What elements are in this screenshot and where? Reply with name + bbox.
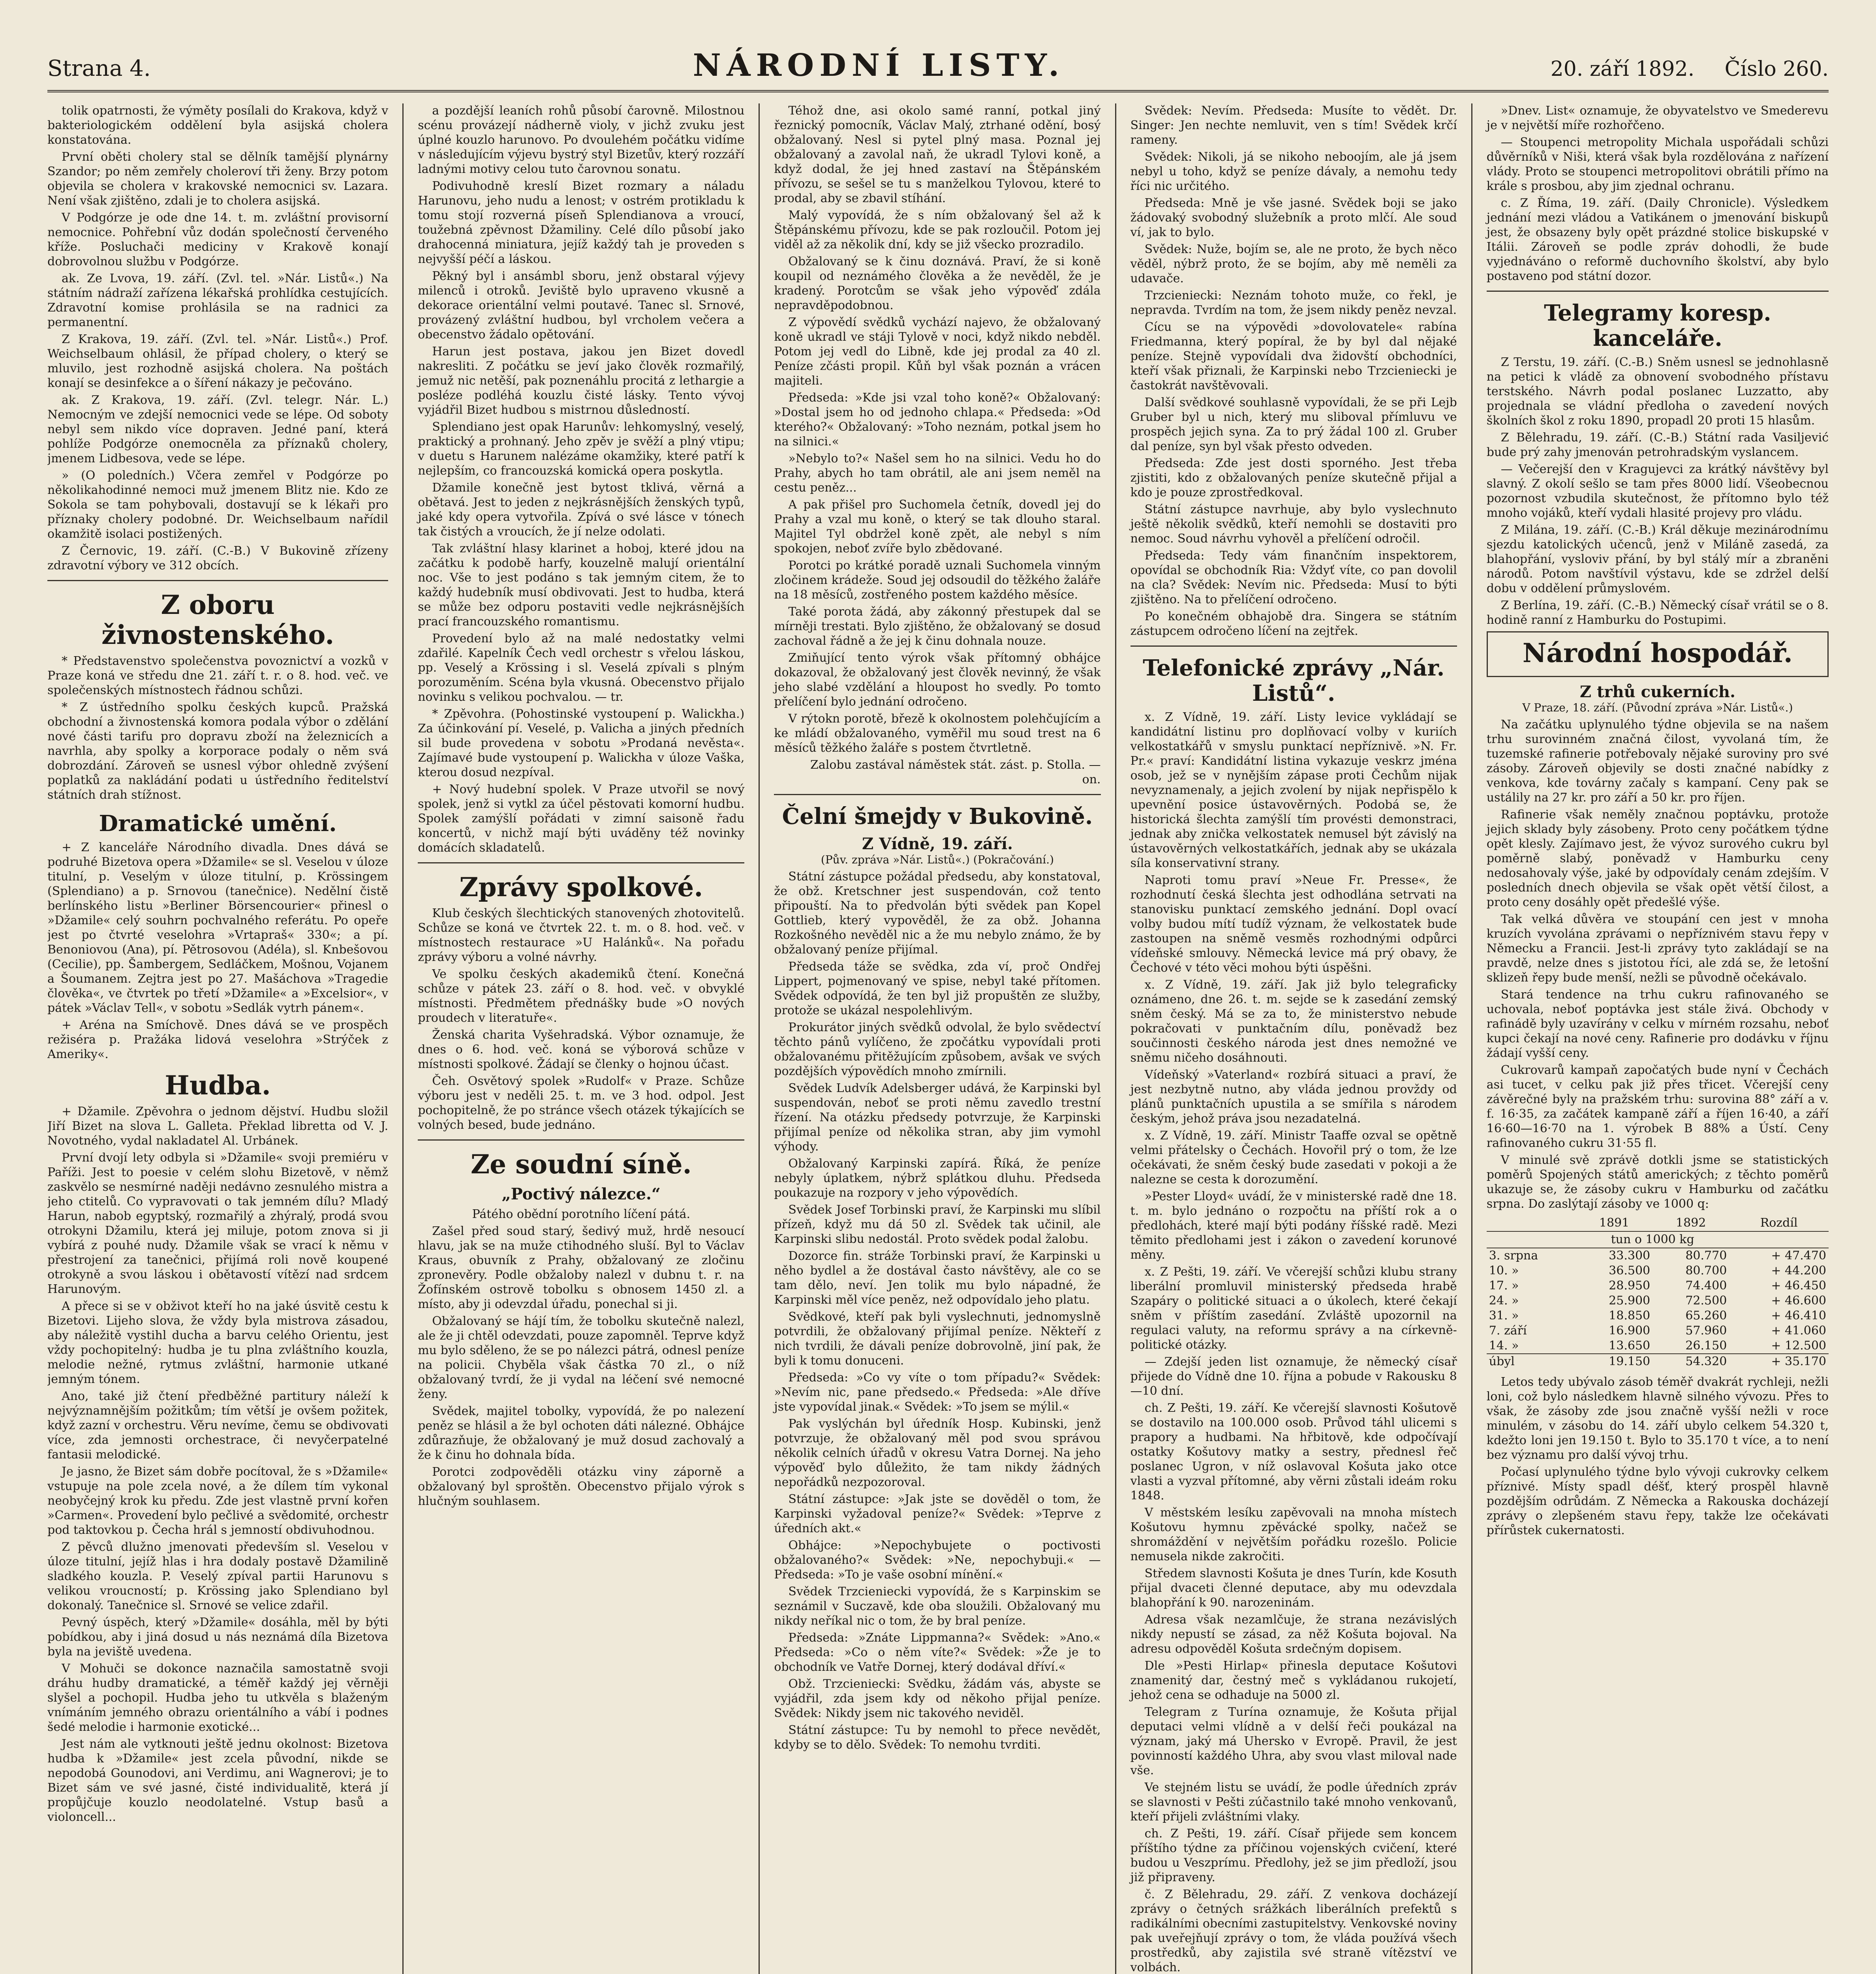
table-cell: 17. » xyxy=(1489,1279,1519,1293)
divider xyxy=(47,580,388,581)
columns xyxy=(47,103,1829,1974)
paragraph: Malý vypovídá, že s ním obžalovaný šel až k Štěpánskému přívozu, kde se pak rozloučil. Potom jej viděl až za několik dní, kdy se již všecko prozradilo. xyxy=(774,208,1101,251)
paragraph: Svědek: Nuže, bojím se, ale ne proto, že bych něco věděl, nýbrž proto, že se bojím, aby mě neměli za udavače. xyxy=(1130,242,1457,285)
paragraph: Džamile konečně jest bytost tklivá, věrná a obětavá. Jest to jeden z nejkrásnějších ženských typů, jaké kdy opera vytvořila. Zpívá o své lásce v tónech tak čistých a vroucích, že jí nelze odolati. xyxy=(418,481,745,539)
paragraph: Zmiňující tento výrok však přítomný obhájce dokazoval, že obžalovaný jest člověk nevinný, že však jeho slabé vzdělání a hloupost ho svedly. Po tomto přelíčení bylo jednání odročeno. xyxy=(774,651,1101,709)
section-box xyxy=(1487,631,1829,677)
paragraph: První oběti cholery stal se dělník tamější plynárny Szandor; po něm zemřely choleroví tři ženy. Brzy potom objevila se cholera v krakovské nemocnici sv. Lazara. Není však zjištěno, zdali je to cholera asijská. xyxy=(47,150,389,208)
paragraph: Pevný úspěch, který »Džamile« dosáhla, měl by býti pobídkou, aby i jiná dosud u nás neznámá díla Bizetova byla na jeviště uvedena. xyxy=(47,1616,389,1659)
newspaper-title: NÁRODNÍ LISTY. xyxy=(693,47,1065,83)
paragraph: Ve spolku českých akademiků čtení. Konečná schůze v pátek 23. září o 8. hod. več. v obvyklé místnosti. Předmětem přednášky bude »O nových proudech v literatuře«. xyxy=(418,967,745,1025)
masthead-meta xyxy=(1434,57,1829,81)
paragraph: — Zdejší jeden list oznamuje, že německý císař přijede do Vídně dne 10. října a pobude v Rakousku 8—10 dní. xyxy=(1130,1355,1457,1398)
paragraph: Dle »Pesti Hirlap« přinesla deputace Košutovi znamenitý dar, čestný meč s vykládanou rukojetí, jehož cena se odhaduje na 5000 zl. xyxy=(1130,1659,1457,1702)
divider xyxy=(418,862,744,863)
paragraph: Dozorce fin. stráže Torbinski praví, že Karpinski u něho bydlel a že dostával často návštěvy, ale co se tam dělo, neví. Jen tolik mu bylo nápadné, že Karpinski měl více peněz, než odpovídalo jeho platu. xyxy=(774,1249,1101,1307)
paragraph: Stará tendence na trhu cukru rafinovaného se uchovala, neboť poptávka jest stále živá. Obchody v rafinádě byly uzavírány v celku v mírném rozsahu, neboť kupci čekají na nové ceny. Rafinerie pro dodávku v říjnu žádají vyšší ceny. xyxy=(1486,988,1829,1060)
table-cell: 16.900 xyxy=(1609,1324,1651,1338)
dateline-text: Z Vídně, 19. září. xyxy=(862,835,1013,853)
paragraph: Pátého obědní porotního líčení pátá. xyxy=(472,1207,691,1221)
paragraph: Ženská charita Vyšehradská. Výbor oznamuje, že dnes o 6. hod. več. koná se výborová schůze v místnosti spolkové. Žádají se členky o hojnou účast. xyxy=(418,1028,745,1071)
paragraph: Svědek Josef Torbinski praví, že Karpinski mu slíbil přízeň, když mu dá 50 zl. Svědek tak učinil, ale Karpinski slibu nedostál. Proto svědek podal žalobu. xyxy=(774,1203,1101,1246)
table-cell: 33.300 xyxy=(1609,1249,1651,1263)
paragraph: A pak přišel pro Suchomela četník, dovedl jej do Prahy a vzal mu koně, o který se tak dlouho staral. Majitel Tyl obdržel koně zpět, ale nebyl s ním spokojen, neboť zvíře bylo zbědované. xyxy=(774,498,1101,555)
article-title: „Poctivý nálezce.“ xyxy=(501,1185,661,1203)
paragraph: Obžalovaný se k činu doznává. Praví, že si koně koupil od neznámého člověka a že nevěděl, že je kradený. Porotcům se však jeho výpověď zdála nepravděpodobnou. xyxy=(774,255,1101,312)
paragraph: — Večerejší den v Kragujevci za krátký návštěvy byl slavný. Z okolí sešlo se tam přes 8000 lidí. Všeobecnou pozornost vzbudila skutečnost, že přítomno bylo též mnoho vojáků, kteří vydali hlasité projevy pro vládu. xyxy=(1486,462,1829,520)
paragraph: + Z kanceláře Národního divadla. Dnes dává se podruhé Bizetova opera »Džamile« se sl. Veselou v úloze titulní, p. Veselým v úloze titulní, p. Krössingem (Splendiano) a p. Srnovou (tanečnice). Nedělní čistě berlínského listu »Berliner Börsencourier« přinesl o »Džamile« celý souhrn pochvalného referátu. Po opeře jest po čtvrté veselohra »Vrtapraš« 330«; a pí. Benoniovou (Ana), pí. Pětrosovou (Adéla), sl. Knbešovou (Cecilie), pp. Šambergem, Sedláčkem, Mošnou, Vojanem a Šoumanem. Zejtra jest po 27. Mašáchova »Tragedie člověka«, ve čtvrtek po třetí »Džamile« a »Excelsior«, v pátek »Václav Tell«, v sobotu »Sedlák vytrh pánem«. xyxy=(47,841,389,1015)
paragraph: Předseda: Tedy vám finančním inspektorem, opovídal se obchodník Ria: Vždyť víte, co pan dovolil na cla? Svědek: Nevím nic. Předseda: Musí to býti zjištěno. Na to přelíčení odročeno. xyxy=(1130,549,1457,606)
paragraph: ch. Z Pešti, 19. září. Císař přijede sem koncem příštího týdne za příčinou vojenských cvičení, které budou u Veszprímu. Předlohy, jež se jim předloží, jsou již připraveny. xyxy=(1130,1827,1457,1884)
divider xyxy=(774,794,1100,795)
paragraph: Svědkové, kteří pak byli vyslechnuti, jednomyslně potvrdili, že obžalovaný přijímal peníze. Někteří z nich tvrdili, že dávali peníze dobrovolně, jiní pak, že byli k tomu donuceni. xyxy=(774,1310,1101,1368)
paragraph: Telegram z Turína oznamuje, že Košuta přijal deputaci velmi vlídně a v delší řeči poukázal na význam, jaký má Uhersko v Evropě. Pravil, že jest povinností každého Uhra, aby svou vlast miloval nade vše. xyxy=(1130,1705,1457,1777)
paragraph: Zalobu zastával náměstek stát. zást. p. Stolla. — on. xyxy=(810,758,1101,786)
paragraph: Ve stejném listu se uvádí, že podle úředních zpráv se slavnosti v Pešti zúčastnilo také mnoho venkovanů, kteří přijeli zvláštními vlaky. xyxy=(1130,1781,1457,1824)
table-cell: 3. srpna xyxy=(1489,1249,1538,1263)
paragraph: Státní zástupce navrhuje, aby bylo vyslechnuto ještě několik svědků, kteří nemohli se dostaviti pro nemoc. Soud návrhu vyhověl a přelíčení odročil. xyxy=(1130,503,1457,546)
paragraph: + Džamile. Zpěvohra o jednom dějství. Hudbu složil Jiří Bizet na slova L. Galleta. Překlad libretta od V. J. Novotného, vydal nakladatel Al. Urbánek. xyxy=(47,1105,389,1148)
table-row xyxy=(1487,1278,1829,1293)
column-1 xyxy=(47,103,404,1974)
table-cell: + 44.200 xyxy=(1771,1264,1826,1278)
paragraph: c. Z Říma, 19. září. (Daily Chronicle). Výsledkem jednání mezi vládou a Vatikánem o jmenování biskupů jest, že obsazeny byly opět prázdné stolice biskupské v Itálii. Zároveň se podle zpráv dohodli, že bude vyjednáváno o reformě duchovního školství, aby bylo postaveno pod státní dozor. xyxy=(1486,196,1829,283)
paragraph: Na začátku uplynulého týdne objevila se na našem trhu surovinném značná čilost, vyvolaná tím, že tuzemské rafinerie potřebovaly nějaké suroviny pro své zásoby. Zároveň objevily se dosti značné nabídky z venkova, kde továrny začaly s kampaní. Ceny pak se ustálily na 27 kr. pro září a 50 kr. pro říjen. xyxy=(1486,718,1829,805)
paragraph: x. Z Vídně, 19. září. Jak již bylo telegraficky oznámeno, dne 26. t. m. sejde se k zasedání zemský sněm český. Má se za to, že ministerstvo nebude pokračovati v punktačním dílu, poněvadž bez součinnosti českého národa jest dnes nemožné ve sněmu ničeho dosáhnouti. xyxy=(1130,978,1457,1065)
paragraph: Je jasno, že Bizet sám dobře pocítoval, že s »Džamile« vstupuje na pole zcela nové, a že dílem tím vykonal neobyčejný krok ku předu. Zde jest vlastně první kořen »Carmen«. Provedení bylo pečlivé a svědomité, orchestr pod taktovkou p. Čecha hrál s jemností obdivuhodnou. xyxy=(47,1465,389,1537)
paragraph: Vídeňský »Vaterland« rozbírá situaci a praví, že jest nezbytně nutno, aby vláda jednou provždy od plánů punktačních upustila a se smířila s národem českým, jehož práva jsou nezadatelná. xyxy=(1130,1068,1457,1126)
sugar-stock-table xyxy=(1487,1215,1829,1369)
paragraph: Z Milána, 19. září. (C.-B.) Král děkuje mezinárodnímu sjezdu katolických učenců, jenž v Miláně zasedá, za blahopřání, vysloviv přání, by byl stálý mír a zbraněni národů. Potom navštívil výstavu, kde se zdržel delší dobu v oddělení průmyslovém. xyxy=(1486,523,1829,595)
paragraph: Letos tedy ubývalo zásob téměř dvakrát rychleji, nežli loni, což bylo následkem hlavně silného vývozu. Přes to však, že zásoby zde jsou značně vyšší nežli v roce minulém, v zásobu do 14. září ubylo celkem 54.320 t, kdežto loni jen 19.150 t. Bylo to 35.170 t více, a to není bez významu pro další vývoj trhu. xyxy=(1486,1375,1829,1462)
issue-date: 20. září 1892. xyxy=(1550,57,1695,81)
table-cell: + 35.170 xyxy=(1729,1354,1829,1369)
paragraph: Obžalovaný Karpinski zapírá. Říká, že peníze nebyly úplatkem, nýbrž splátkou dluhu. Předseda poukazuje na rozpory v jeho výpovědích. xyxy=(774,1157,1101,1200)
paragraph: V Mohuči se dokonce naznačila samostatně svoji dráhu hudby dramatické, a téměř každý jej věrněji slyšel a pochopil. Hudba jeho tu utkvěla s blaženým vnímáním jemného obrazu orientálního a vábí i podnes šedé melodie i harmonie exotické... xyxy=(47,1662,389,1734)
paragraph: Státní zástupce požádal předsedu, aby konstatoval, že obž. Kretschner jest suspendován, což tento připouští. Na to předvolán býti svědek pan Kopel Gottlieb, který vypověděl, že za obž. Johanna Rozkošného nevěděl nic a že mu nebylo známo, že by obžalovaný peníze přijímal. xyxy=(774,870,1101,957)
paragraph: Jest nám ale vytknouti ještě jednu okolnost: Bizetova hudba k »Džamile« jest zcela původní, nikde se nepodobá Gounodovi, ani Verdimu, ani Wagnerovi; je to Bizet sám ve své jasné, čisté individualitě, která jí propůjčuje kouzlo neodolatelné. Vstup basů a violoncell... xyxy=(47,1737,389,1824)
table-cell: + 41.060 xyxy=(1771,1324,1826,1338)
table-cell: 26.150 xyxy=(1685,1339,1727,1353)
paragraph: x. Z Vídně, 19. září. Ministr Taaffe ozval se opětně velmi přátelsky o Čechách. Hovořil prý o tom, že lze očekávati, že sněm český bude zasedati v pokoji a že nalezne se cesta k dorozumění. xyxy=(1130,1129,1457,1186)
table-cell: + 12.500 xyxy=(1771,1339,1826,1353)
paragraph: Pak vyslýchán byl úředník Hosp. Kubinski, jenž potvrzuje, že obžalovaný měl pod svou správou několik celních úřadů v okresu Vatra Dornej. Na jeho výpověď bylo důležito, že tam nikdy žádných nepořádků nezpozoroval. xyxy=(774,1417,1101,1489)
table-cell: + 46.450 xyxy=(1771,1279,1826,1293)
paragraph: * Zpěvohra. (Pohostinské vystoupení p. Walickha.) Za účinkování pí. Veselé, p. Valicha a jiných předních sil bude provedena v sobotu »Prodaná nevěsta«. Zajímavé bude vystoupení p. Walickha v úloze Vaška, kterou dosud nezpíval. xyxy=(418,707,745,779)
table-row xyxy=(1487,1248,1829,1263)
table-row xyxy=(1487,1308,1829,1323)
section-heading: Hudba. xyxy=(165,1070,271,1101)
paragraph: Svědek Ludvík Adelsberger udává, že Karpinski byl suspendován, neboť se proti němu zavedlo trestní řízení. Na otázku předsedy potvrzuje, že Karpinski přijímal peníze od několika stran, aby jim vymohl výhody. xyxy=(774,1081,1101,1154)
masthead xyxy=(47,47,1829,92)
table-row xyxy=(1487,1263,1829,1278)
paragraph: Téhož dne, asi okolo samé ranní, potkal jiný řeznický pomocník, Václav Malý, ztrhané odění, bosý obžalovaný. Nesl si pytel plný masa. Poznal jej obžalovaný a zavolal naň, že ukradl Tylovi koně, a když dodal, že jej hned zastaví na Štěpánském přívozu, se sešel se tu s manželkou Tylovou, které to prodal, aby se zbavil stíhání. xyxy=(774,104,1101,205)
table-cell: 36.500 xyxy=(1609,1264,1651,1278)
section-heading: Dramatické umění. xyxy=(99,811,337,837)
table-cell: 19.150 xyxy=(1576,1354,1653,1369)
paragraph: »Nebylo to?« Našel sem ho na silnici. Vedu ho do Prahy, abych ho tam obrátil, ale ani jsem neměl na cestu peněz... xyxy=(774,452,1101,495)
paragraph: Prokurátor jiných svědků odvolal, že bylo svědectví těchto pánů vylíčeno, že zpočátku vypovídali proti obžalovanému přitěžujícím způsobem, avšak ve svých pozdějších výpovědích mnoho zmírnili. xyxy=(774,1021,1101,1078)
table-cell: 74.400 xyxy=(1685,1279,1727,1293)
paragraph: Z Černovic, 19. září. (C.-B.) V Bukovině zřízeny zdravotní výbory ve 312 obcích. xyxy=(47,544,389,572)
paragraph: V městském lesíku zapěvovali na mnoha místech Košutovu hymnu zpěvácké spolky, načež se shromáždění v největším pořádku rozešlo. Policie nemusela nikde zakročiti. xyxy=(1130,1506,1457,1563)
table-cell: 80.700 xyxy=(1685,1264,1727,1278)
paragraph: Další svědkové souhlasně vypovídali, že se při Lejb Gruber byl u nich, který mu sliboval přímluvu ve prospěch jejich syna. Za to prý žádal 100 zl. Gruber dal peníze, syn byl však přesto odveden. xyxy=(1130,396,1457,453)
table-cell: úbyl xyxy=(1487,1354,1576,1369)
paragraph: Zašel před soud starý, šedivý muž, hrdě nesoucí hlavu, jak se na muže ctihodného sluší. Byl to Václav Kraus, obuvník z Prahy, obžalovaný ze zločinu zpronevěry. Podle obžaloby nalezl v dubnu t. r. na Žofínském ostrově tobolku s obnosem 1450 zl. a místo, aby ji odevzdal úřadu, ponechal si ji. xyxy=(418,1224,745,1311)
table-cell: 28.950 xyxy=(1609,1279,1651,1293)
paragraph: Svědek: Nevím. Předseda: Musíte to vědět. Dr. Singer: Jen nechte nemluvit, ven s tím! Svědek krčí rameny. xyxy=(1130,104,1457,147)
section-heading: Zprávy spolkové. xyxy=(459,872,703,903)
paragraph: Pěkný byl i ansámbl sboru, jenž obstaral výjevy milenců i otroků. Jeviště bylo upraveno vkusně a dekorace orientální velmi poutavé. Tanec sl. Srnové, provázený zvláštní hudbou, byl vrcholem večera a obecenstvo žádalo opětování. xyxy=(418,269,745,342)
article-title-text: Z trhů cukerních. xyxy=(1579,683,1735,701)
table-header-row xyxy=(1487,1215,1829,1231)
paragraph: Z Krakova, 19. září. (Zvl. tel. »Nár. Listů«.) Prof. Weichselbaum ohlásil, že případ cholery, o který se mluvilo, jest rozhodně asijská cholera. Na poštách konají se desinfekce a o šíření nákazy je pečováno. xyxy=(47,332,389,390)
paragraph: * Z ústředního spolku českých kupců. Pražská obchodní a živnostenská komora podala výbor o zdělání nové části tarifu pro dopravu zboží na železnicích a navrhla, aby spolky a korporace podaly o něm svá dobrozdání. Zároveň se usnesl výbor ohledně zvýšení poplatků za nakládání podati u ústředního ředitelství státních drah stížnost. xyxy=(47,700,389,802)
paragraph: Rafinerie však neměly značnou poptávku, protože jejich sklady byly zásobeny. Proto ceny počátkem týdne opět klesly. Zajímavo jest, že vývoz surového cukru byl poměrně slabý, poněvadž v Hamburku ceny nedosahovaly výše, jaké by odpovídaly cenám zdejším. V posledních dnech objevila se však opět větší čilost, a proto ceny dosáhly opět předešlé výše. xyxy=(1486,808,1829,909)
paragraph: Ano, také již čtení předběžné partitury náleží k nejvýznamnějším požitkům; tím větší je ovšem požitek, když zazní v orchestru. Věru nevíme, čemu se obdivovati více, zda jemnosti orchestrace, či nevyčerpatelné fantasii melodické. xyxy=(47,1389,389,1462)
paragraph: Harun jest postava, jakou jen Bizet dovedl nakresliti. Z počátku se jeví jako člověk rozmařilý, jemuž nic netěší, pak poznenáhlu procitá z lethargie a posléze podléhá kouzlu čisté lásky. Tento vývoj vyjádřil Bizet hudbou s mistrnou důsledností. xyxy=(418,345,745,417)
section-heading: Ze soudní síně. xyxy=(470,1149,692,1180)
paragraph: Porotci zodpověděli otázku viny záporně a obžalovaný byl sproštěn. Obecenstvo přijalo výrok s hlučným souhlasem. xyxy=(418,1465,745,1508)
paragraph: Předseda: Mně je vše jasné. Svědek boji se jako žádovaký svobodný služebník a proto mlčí. Ale soud ví, jak to bylo. xyxy=(1130,196,1457,239)
column-5 xyxy=(1472,103,1829,1974)
paragraph: Předseda táže se svědka, zda ví, proč Ondřej Lippert, pojmenovaný ve spise, nebyl také přítomen. Svědek odpovídá, že ten byl již propuštěn ze služby, protože se ukázal nespolehlivým. xyxy=(774,960,1101,1017)
table-cell: + 47.470 xyxy=(1771,1249,1826,1263)
paragraph: a pozdější leaních rohů působí čarovně. Milostnou scénu provázejí nádherně violy, v jichž zvuku jest úplné kouzlo harunovo. Po dvoulehém počátku vidíme v následujícím výjevu bystrý styl Bizetův, který rozzáří ladnými motivy celou tuto čarovnou sonatu. xyxy=(418,104,745,176)
paragraph: Středem slavnosti Košuta je dnes Turín, kde Kosuth přijal dvaceti členné deputace, aby mu odevzdala blahopřání k 90. narozeninám. xyxy=(1130,1567,1457,1610)
dateline-source: (Pův. zpráva »Nár. Listů«.) (Pokračování.) xyxy=(821,853,1054,866)
paragraph: Počasí uplynulého týdne bylo vývoji cukrovky celkem příznivé. Místy spadl déšť, který prospěl hlavně pozdějším odrůdám. Z Německa a Rakouska docházejí zprávy o zlepšeném stavu řepy, takže lze očekávati přírůstek cukernatosti. xyxy=(1486,1465,1829,1537)
table-cell: 13.650 xyxy=(1609,1339,1651,1353)
paragraph: Trzcieniecki: Neznám tohoto muže, co řekl, je nepravda. Tvrdím na tom, že jsem nikdy peněz nevzal. xyxy=(1130,289,1457,317)
paragraph: Předseda: »Znáte Lippmanna?« Svědek: »Ano.« Předseda: »Co o něm víte?« Svědek: »Že je to obchodník ve Vatře Dornej, který dodával dříví.« xyxy=(774,1631,1101,1674)
table-header-cell xyxy=(1487,1215,1576,1231)
table-subheader-row xyxy=(1487,1231,1829,1248)
paragraph: Z Terstu, 19. září. (C.-B.) Sněm usnesl se jednohlasně na petici k vládě za obnovení svobodného přístavu terstského. Návrh podal poslanec Luzzatto, aby projednala se vládní předloha o zavedení nových školních škol z roku 1890, propadl 20 proti 15 hlasům. xyxy=(1486,355,1829,428)
paragraph: Také porota žádá, aby zákonný přestupek dal se mírněji trestati. Bylo zjištěno, že obžalovaný se dosud zachoval řádně a že jej k činu dohnala nouze. xyxy=(774,605,1101,648)
table-header-cell: Rozdíl xyxy=(1729,1215,1829,1231)
paragraph: »Pester Lloyd« uvádí, že v ministerské radě dne 18. t. m. bylo jednáno o rozpočtu na příští rok a o předlohách, které mají býti podány říšské radě. Mezi těmito předlohami jest i zákon o zavedení korunové měny. xyxy=(1130,1190,1457,1262)
paragraph: Splendiano jest opak Harunův: lehkomyslný, veselý, praktický a prohnaný. Jeho zpěv je svěží a plný vtipu; v duetu s Harunem nalézáme okamžiky, které patří k nejlepším, co francouzská komická opera poskytla. xyxy=(418,420,745,478)
table-unit-label: tun o 1000 kg xyxy=(1576,1231,1729,1248)
paragraph: tolik opatrnosti, že výměty posílali do Krakova, když v bakteriologickém oddělení byla asijská cholera konstatována. xyxy=(47,104,389,147)
paragraph: Cícu se na výpovědi »dovolovatele« rabína Friedmanna, který popíral, že by byl dal nějaké peníze. Stejně vypovídali dva židovští obchodníci, kteří však přiznali, že Karpinski nebo Trzcieniecki je častokrát navštěvovali. xyxy=(1130,320,1457,392)
column-2 xyxy=(404,103,760,1974)
paragraph: Tak zvláštní hlasy klarinet a hoboj, které jdou na začátku k podobě harfy, kouzelně malují orientální noc. Vše to jest podáno s tak jemným citem, že to každý hudebník musí obdivovati. Jest to hudba, která se může bez odporu postaviti vedle nejkrásnějších prací francouzského romantismu. xyxy=(418,542,745,629)
paragraph: ak. Ze Lvova, 19. září. (Zvl. tel. »Nár. Listů«.) Na státním nádraží zařízena lékařská prohlídka cestujících. Zdravotní komise prohlásila se na radnici za permanentní. xyxy=(47,272,389,329)
section-heading: Z oboru živnostenského. xyxy=(101,589,334,650)
paragraph: Obžalovaný se hájí tím, že tobolku skutečně nalezl, ale že ji chtěl odevzdati, pouze zapomněl. Teprve když mu bylo sděleno, že se po nálezci pátrá, odnesl peníze na policii. Chyběla však částka 70 zl., o níž obžalovaný tvrdí, že ji vydal na léčení své nemocné ženy. xyxy=(418,1314,745,1401)
section-heading: Telegramy koresp. kanceláře. xyxy=(1544,300,1771,351)
table-cell: 7. září xyxy=(1489,1324,1527,1338)
section-heading: Telefonické zprávy „Nár. Listů“. xyxy=(1143,655,1445,706)
table-cell: 80.770 xyxy=(1685,1249,1727,1263)
paragraph: Naproti tomu praví »Neue Fr. Presse«, že rozhodnutí česká šlechta jest odhodlána setrvati na stanovisku punktací zemského jednání. Dopl ovací volby budou mítí tudíž význam, že velkostatek bude zastoupen na sněmě vesměs rozhodnými odpůrci vídeňské smlouvy. Německá levice má prý obavy, že Čechové v této věci mohou býti úspěšni. xyxy=(1130,873,1457,975)
table-cell: 10. » xyxy=(1489,1264,1519,1278)
divider xyxy=(418,1139,744,1141)
table-cell: + 46.600 xyxy=(1771,1294,1826,1308)
table-cell: 24. » xyxy=(1489,1294,1519,1308)
paragraph: Čeh. Osvětový spolek »Rudolf« v Praze. Schůze výboru jest v neděli 25. t. m. ve 3 hod. odpol. Jest pochopitelně, že po stránce všech otázek týkajících se volných besed, bude jednáno. xyxy=(418,1074,745,1132)
table-header-cell xyxy=(1487,1231,1576,1248)
table-cell: 18.850 xyxy=(1609,1309,1651,1323)
column-3 xyxy=(760,103,1116,1974)
paragraph: — Stoupenci metropolity Michala uspořádali schůzi důvěrníků v Niši, která však byla rozdělována z nařízení vlády. Proto se stoupenci metropolitovi obrátili přímo na krále s prosbou, aby jim zjednal ochranu. xyxy=(1486,135,1829,193)
paragraph: x. Z Vídně, 19. září. Listy levice vykládají se kandidátní listinu pro doplňovací volby v kuriích velkostatkářů v smyslu punktací nepříznivě. »N. Fr. Pr.« praví: Kandidátní listina vykazuje veskrz jména osob, jež se v nynějším zápase proti Čechům nijak nevyznamenaly, a jejich zvolení by nijak nepřispělo k upevnění posice ústavověrných. Podobá se, že historická šlechta zamýšlí tím provésti demonstraci, jednak aby znička velkostatek nemusel být závislý na ústavověrných velkostatkářích, jednak aby se ukázala síla konservativní strany. xyxy=(1130,710,1457,870)
paragraph: Tak velká důvěra ve stoupání cen jest v mnoha kruzích vyvolána zprávami o nepříznivém stavu řepy v Německu a Francii. Jest-li zprávy tyto zakládají se na pravdě, nelze dnes s jistotou říci, ale zdá se, že letošní sklizeň řepy bude menší, nežli se původně očekávalo. xyxy=(1486,912,1829,985)
paragraph: Obhájce: »Nepochybujete o poctivosti obžalovaného?« Svědek: »Ne, nepochybuji.« — Předseda: »To je vaše osobní mínění.« xyxy=(774,1539,1101,1582)
paragraph: Obž. Trzcieniecki: Svědku, žádám vás, abyste se vyjádřil, zda jsem kdy od někoho přijal peníze. Svědek: Nikdy jsem nic takového neviděl. xyxy=(774,1677,1101,1720)
paragraph: Z Bělehradu, 19. září. (C.-B.) Státní rada Vasiljević bude prý zahy jmenován petrohradským vyslancem. xyxy=(1486,431,1829,459)
table-cell: 54.320 xyxy=(1653,1354,1729,1369)
table-row xyxy=(1487,1323,1829,1338)
table-row xyxy=(1487,1293,1829,1308)
paragraph: První dvojí lety odbyla si »Džamile« svoji premiéru v Paříži. Jest to poesie v celém slohu Bizetově, v němž zaskvělo se nesmírné naději nedávno zesnulého mistra a jeho ctitelů. Co vypravovati o tak jemném dílu? Mladý Harun, nabob egyptský, rozmařilý a zhýralý, prodá svou otrokyni Džamilu, která jej miluje, potom znova si ji vybírá z pouhé nudy. Džamile však se vrací k němu v přestrojení za tanečnici, přijímá roli nově koupené otrokyně a svou láskou i obětavostí vítězí nad srdcem Harunovým. xyxy=(47,1151,389,1296)
paragraph: ak. Z Krakova, 19. září. (Zvl. telegr. Nár. L.) Nemocným ve zdejší nemocnici vede se lépe. Od soboty nebyl sem nikdo více dopraven. Jedné paní, která pohlíže Podgórze onemocněla za příznaků cholery, jmenem Lidbesova, vede se lépe. xyxy=(47,393,389,465)
paragraph: Státní zástupce: »Jak jste se dověděl o tom, že Karpinski vyžadoval peníze?« Svědek: »Teprve z úředních akt.« xyxy=(774,1492,1101,1535)
table-total-row xyxy=(1487,1354,1829,1369)
table-header-cell: 1891 xyxy=(1576,1215,1653,1231)
paragraph: Předseda: »Kde jsi vzal toho koně?« Obžalovaný: »Dostal jsem ho od jednoho chlapa.« Předseda: »Od kterého?« Obžalovaný: »Toho neznám, potkal jsem ho na silnici.« xyxy=(774,391,1101,448)
table-row xyxy=(1487,1338,1829,1354)
dateline xyxy=(774,835,1100,866)
paragraph: Cukrovarů kampaň započatých bude nyní v Čechách asi tucet, v celku pak již přes třicet. Včerejší ceny závěrečné byly na pražském trhu: surovina 88° září a v. f. 16·35, za začátek kampaně září a říjen 16·40, a září 16·60—16·70 na 1. výrobek B 88% a Ústí. Ceny rafinovaného cukru 31·55 fl. xyxy=(1486,1063,1829,1150)
article-title xyxy=(1487,683,1829,714)
table-cell: 25.900 xyxy=(1609,1294,1651,1308)
table-cell: 31. » xyxy=(1489,1309,1519,1323)
paragraph: Z výpovědí svědků vychází najevo, že obžalovaný koně ukradl ve stáji Tylově v noci, když nikdo nebděl. Potom jej vedl do Libně, kde jej prodal za 40 zl. Peníze zčásti propil. Kůň byl však poznán a vrácen majiteli. xyxy=(774,315,1101,388)
paragraph: Státní zástupce: Tu by nemohl to přece nevědět, kdyby se to dělo. Svědek: To nemohu tvrditi. xyxy=(774,1723,1101,1752)
table-header-cell: 1892 xyxy=(1653,1215,1729,1231)
paragraph: V rýtokn porotě, březě k okolnostem polehčujícím a ke mládí obžalovaného, vyměřil mu soud trest na 6 měsíců těžkého žaláře s postem čtvrtletně. xyxy=(774,712,1101,755)
paragraph: Porotci po krátké poradě uznali Suchomela vinným zločinem krádeže. Soud jej odsoudil do těžkého žaláře na 18 měsíců, zostřeného postem každého měsíce. xyxy=(774,559,1101,602)
paragraph: Svědek, majitel tobolky, vypovídá, že po nalezení peněz se hlásil a že byl ochoten dáti nálezné. Obhájce zdůrazňuje, že obžalovaný je muž dosud zachovalý a že k činu ho dohnala bída. xyxy=(418,1404,745,1462)
paragraph: » (O poledních.) Včera zemřel v Podgórze po několikahodinné nemoci muž jmenem Blitz nie. Kdo ze Sokola se tam pohybovali, dostavují se k lékaři pro příznaky cholery podobné. Dr. Weichselbaum nařídil okamžitě isolaci postižených. xyxy=(47,469,389,541)
paragraph: Provedení bylo až na malé nedostatky velmi zdařilé. Kapelník Čech vedl orchestr s vřelou láskou, pp. Veselý a Krössing i sl. Veselá zpívali s plným porozuměním. Scéna byla vkusná. Obecenstvo přijalo novinku s velikou pochvalou. — tr. xyxy=(418,632,745,704)
issue-number: Číslo 260. xyxy=(1724,57,1829,81)
table-cell: + 46.410 xyxy=(1771,1309,1826,1323)
divider xyxy=(1130,645,1457,647)
divider xyxy=(1487,291,1829,292)
table-header-cell xyxy=(1729,1231,1829,1248)
paragraph: Svědek Trzcieniecki vypovídá, že s Karpinskim se seznámil v Suczavě, kde oba sloužili. Obžalovaný mu nikdy neříkal nic o tom, že by bral peníze. xyxy=(774,1585,1101,1628)
paragraph: Svědek: Nikoli, já se nikoho neboojím, ale já jsem nebyl u toho, když se peníze dávaly, a nemohu tedy říci nic určitého. xyxy=(1130,150,1457,193)
table-body xyxy=(1487,1248,1829,1369)
paragraph: Z Berlína, 19. září. (C.-B.) Německý císař vrátil se o 8. hodině ranní z Hamburku do Postupimi. xyxy=(1486,599,1829,627)
dateline-source: V Praze, 18. září. (Původní zpráva »Nár. Listů«.) xyxy=(1522,701,1793,714)
paragraph: * Představenstvo společenstva povoznictví a vozků v Praze koná ve středu dne 21. září t. r. o 8. hod. več. ve společenských místnostech řádnou schůzi. xyxy=(47,654,389,697)
paragraph: Předseda: Zde jest dosti sporného. Jest třeba zjistiti, kdo z obžalovaných peníze skutečně přijal a kdo je pouze zprostředkoval. xyxy=(1130,456,1457,499)
table-cell: 57.960 xyxy=(1685,1324,1727,1338)
paragraph: »Dnev. List« oznamuje, že obyvatelstvo ve Smederevu je v největší míře rozhořčeno. xyxy=(1486,104,1829,132)
paragraph: Z pěvců dlužno jmenovati především sl. Veselou v úloze titulní, jejíž hlas i hra dodaly postavě Džamilině sladkého kouzla. P. Veselý zpíval partii Harunovu s velikou vroucností; p. Krössing jako Splendiano byl dokonalý. Tanečnice sl. Srnové se velice zdařil. xyxy=(47,1540,389,1612)
paragraph: Předseda: »Co vy víte o tom případu?« Svědek: »Nevím nic, pane předsedo.« Předseda: »Ale dříve jste vypovídal jinak.« Svědek: »To jsem se mýlil.« xyxy=(774,1371,1101,1414)
paragraph: Podivuhodně kreslí Bizet rozmary a náladu Harunovu, jeho nudu a lenost; v ostrém protikladu k tomu stojí rozverná píseň Splendianova a vroucí, toužebná zpěvnost Džamiliny. Celé dílo působí jako drahocenná miniatura, jejíž každý tah je proveden s nejvyšší péčí a láskou. xyxy=(418,179,745,266)
paragraph: V minulé svě zprávě dotkli jsme se statistických poměrů Spojených států amerických; z těchto poměrů ukazuje se, že zásoby cukru v Hamburku od začátku srpna. Do zaslýtají zásoby ve 1000 q: xyxy=(1486,1153,1829,1211)
page-label: Strana 4. xyxy=(47,56,151,81)
paragraph: + Aréna na Smíchově. Dnes dává se ve prospěch režiséra p. Pražáka lidová veselohra »Strýček z Ameriky«. xyxy=(47,1018,389,1061)
paragraph: Adresa však nezamlčuje, že strana nezávislých nikdy nepustí se zásad, za něž Košuta bojoval. Na adresu odpověděl Košuta srdečným dopisem. xyxy=(1130,1613,1457,1656)
paragraph: Klub českých šlechtických stanovených zhotovitelů. Schůze se koná ve čtvrtek 22. t. m. o 8. hod. več. v místnostech restaurace »U Halánků«. Na pořadu zprávy výboru a volné návrhy. xyxy=(418,906,745,964)
table-cell: 65.260 xyxy=(1685,1309,1727,1323)
paragraph: + Nový hudební spolek. V Praze utvořil se nový spolek, jenž si vytkl za účel pěstovati komorní hudbu. Spolek zamýšlí pořádati v zimní saisoně řadu koncertů, v nichž mají býti uváděny též novinky domácích skladatelů. xyxy=(418,782,745,855)
paragraph: Po konečném obhajobě dra. Singera se státním zástupcem odročeno líčení na zejtřek. xyxy=(1130,610,1457,638)
paragraph: A přece si se v obživot kteří ho na jaké úsvitě cestu k Bizetovi. Lijeho slova, že vždy byla mistrova zásadou, aby náležitě vystihl ducha a barvu celého Orientu, jest vždy pochopitelný: hudba je tu plna zvláštního kouzla, melodie nežné, rytmus zvláštní, harmonie utkané jemným tónem. xyxy=(47,1299,389,1386)
table-cell: 72.500 xyxy=(1685,1294,1727,1308)
paragraph: x. Z Pešti, 19. září. Ve včerejší schůzi klubu strany liberální promluvil ministerský předseda hrabě Szapáry o politické situaci a o úkolech, které čekají sněm v příštím zasedání. Zvláště upozornil na regulaci valuty, na reformu správy a na církevně-politické otázky. xyxy=(1130,1265,1457,1352)
section-heading: Čelní šmejdy v Bukovině. xyxy=(782,803,1093,829)
column-4 xyxy=(1116,103,1472,1974)
paragraph: č. Z Bělehradu, 29. září. Z venkova docházejí zprávy o četných srážkách liberálních prefektů s radikálními obecními zastupitelstvy. Venkovské noviny pak uveřejňují zprávy o tom, že vláda používá všech prostředků, aby zajistila své straně vítězství ve volbách. xyxy=(1130,1888,1457,1974)
section-heading: Národní hospodář. xyxy=(1522,638,1793,668)
paragraph: ch. Z Pešti, 19. září. Ke včerejší slavnosti Košutově se dostavilo na 100.000 osob. Průvod táhl ulicemi s prapory a hudbami. Na hřbitově, kde odpočívají ostatky Košutovy matky a sestry, přednesl řeč poslanec Ugron, v níž oslavoval Košuta jako otce vlasti a vyzval přítomné, aby věrni zůstali ideám roku 1848. xyxy=(1130,1401,1457,1503)
paragraph: V Podgórze je ode dne 14. t. m. zvláštní provisorní nemocnice. Pohřební vůz dodán společností červeného kříže. Posluchači mediciny v Krakově konají dobrovolnou službu v Podgórze. xyxy=(47,211,389,268)
table-cell: 14. » xyxy=(1489,1339,1519,1353)
